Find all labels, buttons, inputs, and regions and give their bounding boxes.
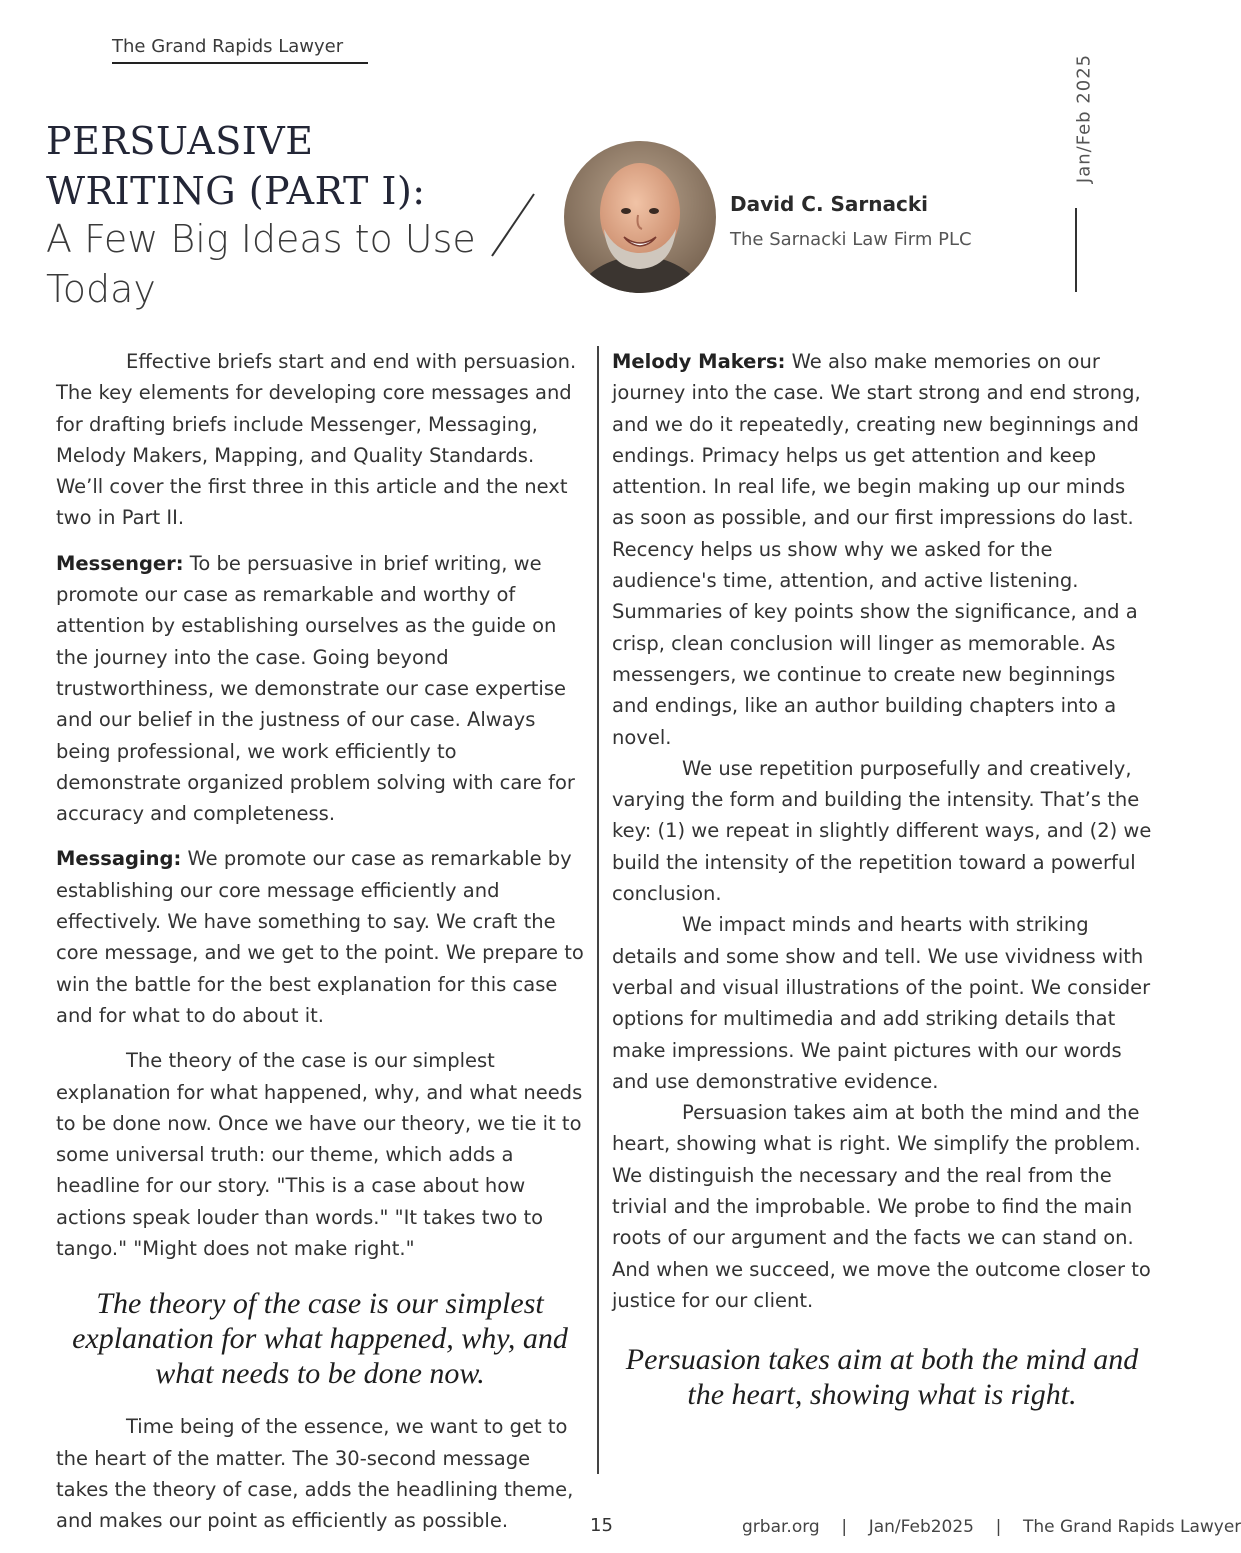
article-title: PERSUASIVE WRITING (PART I):	[46, 119, 426, 213]
messaging-heading: Messaging:	[56, 847, 182, 871]
messenger-text: To be persuasive in brief writing, we promote our case as remarkable and worthy of attention by establishing ourselves as the guide on the journey into the case. Going beyond trustworthiness, we demonstrate our case expertise and our belief in the justness of our case. Always being professional, we work efficiently to demonstrate organized problem solving with care for accuracy and completeness.	[56, 551, 575, 826]
masthead-title: The Grand Rapids Lawyer	[112, 36, 344, 57]
footer-separator: |	[841, 1517, 848, 1537]
left-column	[56, 346, 584, 1537]
messaging-paragraph	[56, 843, 584, 1031]
intro-paragraph: Effective briefs start and end with persuasion. The key elements for developing core messages and for drafting briefs include Messenger, Messaging, Melody Makers, Mapping, and Quality Standards. We’ll cover the first three in this article and the next two in Part II.	[56, 350, 577, 530]
footer-issue: Jan/Feb2025	[868, 1517, 974, 1537]
column-divider	[597, 346, 599, 1474]
masthead-underline	[112, 62, 368, 64]
melody-heading: Melody Makers:	[612, 350, 786, 373]
right-column	[612, 346, 1152, 1432]
messaging-text: We promote our case as remarkable by establishing our core message efficiently and effectively. We have something to say. We craft the core message, and we get to the point. We prepare to win the battle for the best explanation for this case and for what to do about it.	[56, 847, 584, 1027]
messenger-paragraph	[56, 548, 584, 830]
page-number: 15	[590, 1515, 613, 1536]
melody-paragraph	[612, 346, 1152, 753]
author-name: David C. Sarnacki	[730, 192, 929, 216]
melody-text: We also make memories on our journey into the case. We start strong and end strong, and we do it repeatedly, creating new beginnings and endings. Primacy helps us get attention and keep attention. In real life, we begin making up our minds as soon as possible, and our first impressions do last. Recency helps us show why we asked for the audience's time, attention, and active listening. Summaries of key points show the significance, and a crisp, clean conclusion will linger as memorable. As messengers, we continue to create new beginnings and endings, like an author building chapters into a novel.	[612, 350, 1141, 749]
messenger-heading: Messenger:	[56, 551, 184, 575]
pullquote-persuasion: Persuasion takes aim at both the mind and the heart, showing what is right.	[625, 1343, 1139, 1412]
author-photo	[564, 141, 716, 293]
footer-publication: The Grand Rapids Lawyer	[1022, 1517, 1241, 1537]
persuasion-paragraph: Persuasion takes aim at both the mind and the heart, showing what is right. We simplify the problem. We distinguish the necessary and the real from the trivial and the improbable. We probe to find the main roots of our argument and the facts we can stand on. And when we succeed, we move the outcome closer to justice for our client.	[612, 1101, 1151, 1312]
footer-site: grbar.org	[742, 1517, 820, 1537]
footer-separator: |	[995, 1517, 1002, 1537]
issue-label-vertical: Jan/Feb 2025	[1073, 53, 1095, 184]
pullquote-theory: The theory of the case is our simplest explanation for what happened, why, and what needs to be done now.	[72, 1287, 568, 1391]
slash-divider	[488, 190, 538, 260]
impact-paragraph: We impact minds and hearts with striking details and some show and tell. We use vividness with verbal and visual illustrations of the point. We consider options for multimedia and add striking details that make impressions. We paint pictures with our words and use demonstrative evidence.	[612, 913, 1151, 1093]
time-paragraph: Time being of the essence, we want to get to the heart of the matter. The 30-second message takes the theory of case, adds the headlining theme, and makes our point as efficiently as possible.	[56, 1415, 574, 1533]
article-subtitle: A Few Big Ideas to Use Today	[46, 217, 476, 311]
author-firm: The Sarnacki Law Firm PLC	[730, 229, 972, 250]
issue-divider	[1075, 208, 1077, 292]
theory-paragraph: The theory of the case is our simplest explanation for what happened, why, and what needs to be done now. Once we have our theory, we tie it to some universal truth: our theme, which adds a headline for our story. "This is a case about how actions speak louder than words." "It takes two to tango." "Might does not make right."	[56, 1049, 583, 1261]
footer-info	[742, 1517, 1241, 1537]
repetition-paragraph: We use repetition purposefully and creatively, varying the form and building the intensity. That’s the key: (1) we repeat in slightly different ways, and (2) we build the intensity of the repetition toward a powerful conclusion.	[612, 756, 1152, 906]
